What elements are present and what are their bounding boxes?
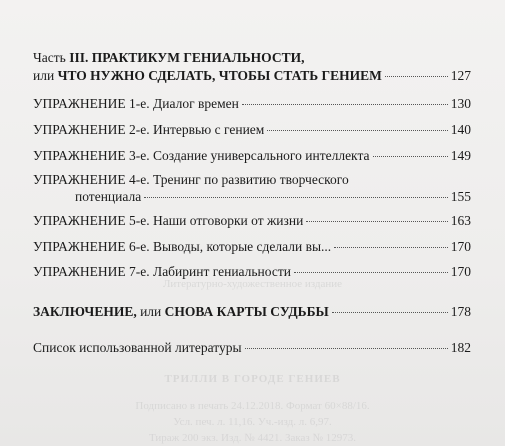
toc-entry-label <box>33 304 329 320</box>
page-number: 163 <box>450 213 471 228</box>
toc-entry-label: УПРАЖНЕНИЕ 1-е. Диалог времен <box>33 96 239 111</box>
toc-entry-exercise-4 <box>33 172 471 188</box>
dot-leader <box>306 221 447 222</box>
dot-leader <box>245 348 448 349</box>
toc-entry-exercise-6 <box>33 239 471 255</box>
toc-entry-exercise-1 <box>33 96 471 112</box>
dot-leader <box>267 130 447 131</box>
page-number: 140 <box>450 122 471 137</box>
toc-entry-exercise-2 <box>33 122 471 138</box>
bleed-through-line: Литературно-художественное издание <box>162 278 343 290</box>
toc-entry-label-continuation: потенциала <box>75 189 142 204</box>
page-number: 182 <box>450 340 471 355</box>
toc-entry-exercise-4-continuation <box>33 189 471 205</box>
conclusion-title-b: или <box>140 304 162 319</box>
dot-leader <box>242 104 448 105</box>
toc-entry-label: УПРАЖНЕНИЕ 7-е. Лабиринт гениальности <box>33 264 291 279</box>
page-number: 127 <box>450 68 471 83</box>
conclusion-title-c: СНОВА КАРТЫ СУДЬБЫ <box>164 304 329 319</box>
page-number: 155 <box>450 189 471 204</box>
toc-entry-part3 <box>33 68 471 84</box>
toc-entry-label: УПРАЖНЕНИЕ 4-е. Тренинг по развитию творческого <box>33 172 349 187</box>
dot-leader <box>332 312 448 313</box>
toc-entry-conclusion <box>33 304 471 320</box>
conclusion-title-a: ЗАКЛЮЧЕНИЕ, <box>33 304 137 319</box>
part-heading-line2-prefix: или <box>33 68 55 83</box>
dot-leader <box>294 272 448 273</box>
page-number: 170 <box>450 264 471 279</box>
page-number: 170 <box>450 239 471 254</box>
part-heading-prefix: Часть <box>33 50 66 65</box>
toc-entry-references <box>33 340 471 356</box>
bleed-through-line: Подписано в печать 24.12.2018. Формат 60×88/16. <box>135 400 370 412</box>
toc-entry-label: УПРАЖНЕНИЕ 6-е. Выводы, которые сделали вы... <box>33 239 332 254</box>
dot-leader <box>144 197 448 198</box>
toc-entry-exercise-5 <box>33 213 471 229</box>
dot-leader <box>385 76 448 77</box>
part-heading <box>33 50 304 66</box>
part-heading-line2-title: ЧТО НУЖНО СДЕЛАТЬ, ЧТОБЫ СТАТЬ ГЕНИЕМ <box>57 68 382 83</box>
page-number: 178 <box>450 304 471 319</box>
toc-entry-label: УПРАЖНЕНИЕ 5-е. Наши отговорки от жизни <box>33 213 304 228</box>
part-heading-line2 <box>33 68 382 84</box>
bleed-through-line: Тираж 200 экз. Изд. № 4421. Заказ № 12973. <box>148 432 357 444</box>
dot-leader <box>334 247 448 248</box>
bleed-through-line: ТРИЛЛИ В ГОРОДЕ ГЕНИЕВ <box>164 373 341 385</box>
toc-entry-label: Список использованной литературы <box>33 340 242 355</box>
toc-entry-exercise-3 <box>33 148 471 164</box>
bleed-through-line: Усл. печ. л. 11,16. Уч.-изд. л. 6,97. <box>173 416 332 428</box>
page-number: 149 <box>450 148 471 163</box>
page-number: 130 <box>450 96 471 111</box>
toc-entry-label: УПРАЖНЕНИЕ 2-е. Интервью с гением <box>33 122 265 137</box>
part-heading-title: III. ПРАКТИКУМ ГЕНИАЛЬНОСТИ, <box>69 50 305 65</box>
toc-entry-label: УПРАЖНЕНИЕ 3-е. Создание универсального интеллекта <box>33 148 370 163</box>
dot-leader <box>373 156 448 157</box>
toc-entry-exercise-7 <box>33 264 471 280</box>
